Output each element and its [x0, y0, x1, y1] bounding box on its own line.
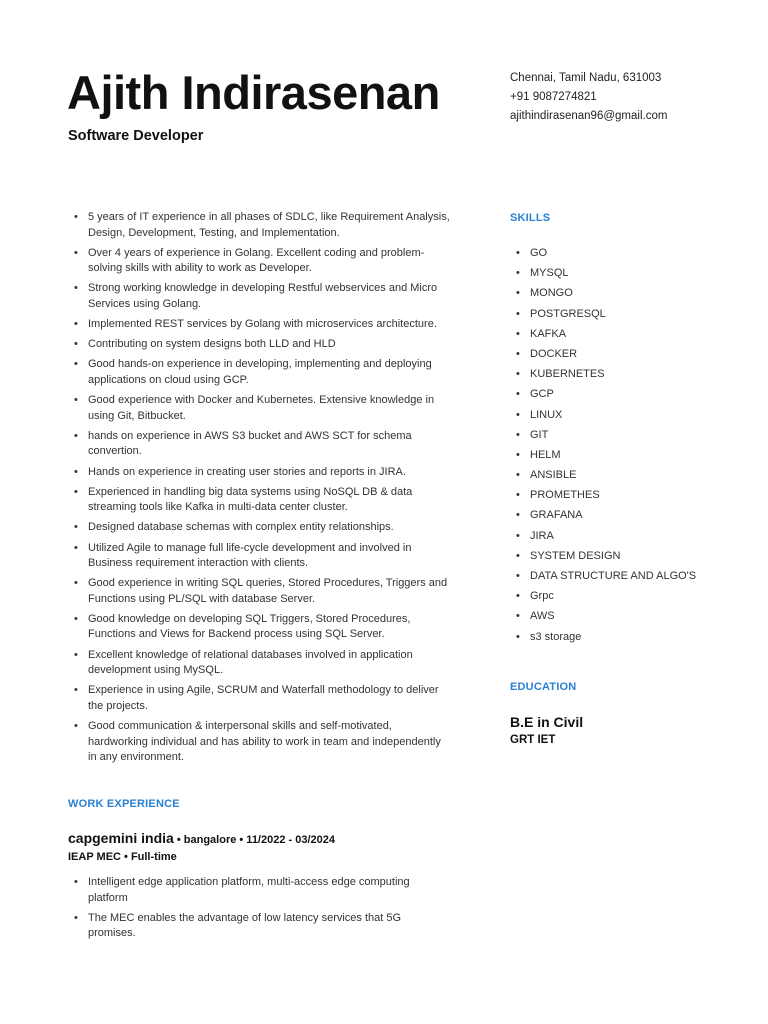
summary-item: • Contributing on system designs both LLD and HLD [68, 337, 452, 353]
skill-item: • GO [510, 246, 750, 262]
education-school: GRT IET [510, 734, 556, 746]
summary-item: • Utilized Agile to manage full life-cycle development and involved in Business requirement interaction with clients. [68, 541, 452, 572]
skill-item: • GRAFANA [510, 508, 750, 524]
skill-item: • s3 storage [510, 630, 750, 646]
summary-item: • Implemented REST services by Golang with microservices architecture. [68, 317, 452, 333]
candidate-name: Ajith Indirasenan [67, 66, 440, 119]
job-header [68, 830, 335, 848]
skill-item: • POSTGRESQL [510, 307, 750, 323]
summary-item: • Designed database schemas with complex entity relationships. [68, 520, 452, 536]
skill-item: • GCP [510, 387, 750, 403]
job-location-dates: • bangalore • 11/2022 - 03/2024 [173, 834, 335, 846]
skill-item: • SYSTEM DESIGN [510, 549, 750, 565]
contact-location: Chennai, Tamil Nadu, 631003 [510, 72, 662, 84]
contact-email: ajithindirasenan96@gmail.com [510, 110, 668, 122]
skill-item: • JIRA [510, 529, 750, 545]
job-bullet: • Intelligent edge application platform, multi-access edge computing platform [68, 875, 428, 906]
skill-item: • Grpc [510, 589, 750, 605]
contact-phone: +91 9087274821 [510, 91, 597, 103]
job-title: Software Developer [68, 128, 204, 144]
job-bullet: • The MEC enables the advantage of low latency services that 5G promises. [68, 911, 428, 942]
work-experience-heading: WORK EXPERIENCE [68, 798, 180, 810]
summary-item: • Good experience in writing SQL queries, Stored Procedures, Triggers and Functions using PL/SQL with database Server. [68, 576, 452, 607]
summary-item: • Hands on experience in creating user stories and reports in JIRA. [68, 465, 452, 481]
skill-item: • AWS [510, 609, 750, 625]
skill-item: • LINUX [510, 408, 750, 424]
summary-item: • Good hands-on experience in developing, implementing and deploying applications on cloud using GCP. [68, 357, 452, 388]
job-project: IEAP MEC • Full-time [68, 851, 177, 863]
education-degree: B.E in Civil [510, 714, 584, 730]
skill-item: • KUBERNETES [510, 367, 750, 383]
skill-item: • MYSQL [510, 266, 750, 282]
summary-item: • Experienced in handling big data systems using NoSQL DB & data streaming tools like Kafka in multi-data center cluster. [68, 485, 452, 516]
summary-item: • Over 4 years of experience in Golang. Excellent coding and problem-solving skills with ability to work as Developer. [68, 246, 452, 277]
summary-item: • Experience in using Agile, SCRUM and Waterfall methodology to deliver the projects. [68, 683, 452, 714]
job-bullet-list [68, 875, 428, 942]
job-description [68, 875, 428, 946]
summary-item: • hands on experience in AWS S3 bucket and AWS SCT for schema convertion. [68, 429, 452, 460]
summary-section [68, 210, 452, 770]
summary-item: • Good knowledge on developing SQL Triggers, Stored Procedures, Functions and Views for Backend process using SQL Server. [68, 612, 452, 643]
summary-item: • Good experience with Docker and Kubernetes. Extensive knowledge in using Git, Bitbucket. [68, 393, 452, 424]
skill-item: • GIT [510, 428, 750, 444]
skill-item: • KAFKA [510, 327, 750, 343]
skills-list [510, 246, 750, 650]
summary-item: • Excellent knowledge of relational databases involved in application development using MySQL. [68, 648, 452, 679]
skill-item: • DATA STRUCTURE AND ALGO'S [510, 569, 750, 585]
job-company: capgemini india [68, 830, 174, 846]
skill-item: • PROMETHES [510, 488, 750, 504]
skills-heading: SKILLS [510, 212, 551, 224]
summary-item: • Strong working knowledge in developing Restful webservices and Micro Services using Golang. [68, 281, 452, 312]
summary-item: • Good communication & interpersonal skills and self-motivated, hardworking individual and has ability to work in team and independently in any environment. [68, 719, 452, 766]
summary-item: • 5 years of IT experience in all phases of SDLC, like Requirement Analysis, Design, Development, Testing, and Implementation. [68, 210, 452, 241]
contact-block [510, 69, 667, 126]
education-heading: EDUCATION [510, 681, 577, 693]
skill-item: • ANSIBLE [510, 468, 750, 484]
summary-list [68, 210, 452, 766]
skill-item: • HELM [510, 448, 750, 464]
skill-item: • DOCKER [510, 347, 750, 363]
skill-item: • MONGO [510, 286, 750, 302]
